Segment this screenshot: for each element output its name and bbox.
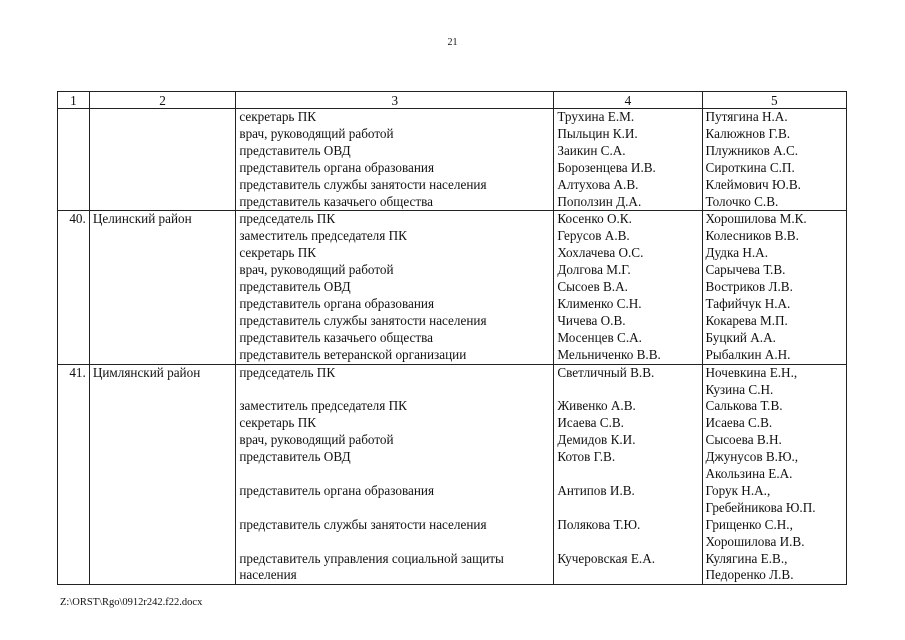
role-line: представитель ОВД [239, 279, 351, 295]
reserve-line: Ночевкина Е.Н., [705, 364, 798, 380]
member-line: Косенко О.К. [557, 211, 632, 227]
role-line: представитель органа образования [239, 159, 435, 175]
reserve-line: Плужников А.С. [705, 142, 799, 158]
member-line: Клименко С.Н. [557, 295, 642, 311]
member-line: Долгова М.Г. [557, 262, 631, 278]
header-col-4: 4 [554, 92, 702, 109]
members-cell [554, 109, 702, 211]
members-cell [554, 211, 702, 364]
role-line: представитель органа образования [239, 295, 435, 311]
reserves-cell [702, 364, 846, 585]
reserves-cell [702, 109, 846, 211]
reserve-line: Гребейникова Ю.П. [705, 499, 816, 515]
reserve-line: Горук Н.А., [705, 482, 771, 498]
reserve-line: Педоренко Л.В. [705, 567, 794, 583]
member-line: Мосенцев С.А. [557, 329, 642, 345]
member-line: Сысоев В.А. [557, 279, 628, 295]
member-line: Поползин Д.А. [557, 193, 642, 209]
member-line: Борозенцева И.В. [557, 159, 656, 175]
member-line: Хохлачева О.С. [557, 245, 644, 261]
role-line: секретарь ПК [239, 245, 317, 261]
reserve-line: Кузина С.Н. [705, 381, 774, 397]
footer-file-path: Z:\ORST\Rgo\0912r242.f22.docx [60, 597, 203, 608]
reserve-line: Буцкий А.А. [705, 329, 776, 345]
member-line: Живенко А.В. [557, 398, 636, 414]
reserve-line: Джунусов В.Ю., [705, 449, 799, 465]
member-line [557, 567, 698, 584]
role-line: представитель службы занятости населения [239, 312, 487, 328]
member-line: Чичева О.В. [557, 312, 626, 328]
member-line: Заикин С.А. [557, 142, 626, 158]
member-line: Светличный В.В. [557, 364, 655, 380]
member-line: Алтухова А.В. [557, 176, 639, 192]
district-name: Целинский район [89, 211, 236, 364]
member-line: Мельниченко В.В. [557, 346, 661, 362]
reserve-line: Клеймович Ю.В. [705, 176, 801, 192]
reserve-line: Толочко С.В. [705, 193, 779, 209]
role-line [239, 500, 550, 517]
roles-cell [236, 364, 554, 585]
role-line: председатель ПК [239, 364, 336, 380]
header-col-1: 1 [58, 92, 90, 109]
member-line [557, 500, 698, 517]
table-row [58, 364, 847, 585]
member-line: Котов Г.В. [557, 449, 616, 465]
reserve-line: Сироткина С.П. [705, 159, 795, 175]
row-number: 41. [58, 364, 90, 585]
role-line: представитель органа образования [239, 482, 435, 498]
header-col-2: 2 [89, 92, 236, 109]
table-row [58, 109, 847, 211]
role-line [239, 534, 550, 551]
member-line: Полякова Т.Ю. [557, 516, 641, 532]
role-line: заместитель председателя ПК [239, 398, 407, 414]
role-line: заместитель председателя ПК [239, 228, 407, 244]
role-line: представитель службы занятости населения [239, 176, 487, 192]
reserve-line: Акользина Е.А. [705, 466, 793, 482]
table-body [58, 109, 847, 585]
reserve-line: Кокарева М.П. [705, 312, 788, 328]
reserve-line: Хорошилова М.К. [705, 211, 807, 227]
reserve-line: Рыбалкин А.Н. [705, 346, 791, 362]
reserve-line: Исаева С.В. [705, 415, 773, 431]
role-line [239, 382, 550, 399]
member-line [557, 534, 698, 551]
role-line: представитель казачьего общества [239, 193, 434, 209]
members-cell [554, 364, 702, 585]
table-row [58, 211, 847, 364]
reserve-line: Путягина Н.А. [705, 109, 788, 124]
header-col-3: 3 [236, 92, 554, 109]
member-line: Трухина Е.М. [557, 109, 635, 124]
reserve-line: Салькова Т.В. [705, 398, 783, 414]
member-line: Пыльцин К.И. [557, 125, 638, 141]
role-line: врач, руководящий работой [239, 262, 394, 278]
member-line [557, 382, 698, 399]
reserve-line: Востриков Л.В. [705, 279, 793, 295]
role-line: представитель ветеранской организации [239, 346, 467, 362]
role-line: врач, руководящий работой [239, 432, 394, 448]
role-line: представитель ОВД [239, 449, 351, 465]
reserve-line: Сысоева В.Н. [705, 432, 782, 448]
role-line: представитель ОВД [239, 142, 351, 158]
header-col-5: 5 [702, 92, 846, 109]
header-row [58, 92, 847, 109]
member-line: Исаева С.В. [557, 415, 624, 431]
page-number: 21 [447, 37, 458, 48]
member-line: Кучеровская Е.А. [557, 550, 656, 566]
reserves-cell [702, 211, 846, 364]
reserve-line: Кулягина Е.В., [705, 550, 788, 566]
role-line: врач, руководящий работой [239, 125, 394, 141]
reserve-line: Дудка Н.А. [705, 245, 768, 261]
reserve-line: Колесников В.В. [705, 228, 799, 244]
commission-table [57, 91, 847, 585]
reserve-line: Тафийчук Н.А. [705, 295, 791, 311]
member-line: Антипов И.В. [557, 482, 635, 498]
member-line: Демидов К.И. [557, 432, 636, 448]
role-line: представитель службы занятости населения [239, 516, 487, 532]
roles-cell [236, 109, 554, 211]
role-line [239, 466, 550, 483]
reserve-line: Хорошилова И.В. [705, 533, 805, 549]
role-line: секретарь ПК [239, 109, 317, 124]
role-line: председатель ПК [239, 211, 336, 227]
role-line: населения [239, 567, 297, 583]
district-name [89, 109, 236, 211]
role-line: секретарь ПК [239, 415, 317, 431]
member-line: Герусов А.В. [557, 228, 630, 244]
roles-cell [236, 211, 554, 364]
row-number: 40. [58, 211, 90, 364]
district-name: Цимлянский район [89, 364, 236, 585]
reserve-line: Калюжнов Г.В. [705, 125, 791, 141]
role-line: представитель казачьего общества [239, 329, 434, 345]
member-line [557, 466, 698, 483]
reserve-line: Грищенко С.Н., [705, 516, 793, 532]
role-line: представитель управления социальной защиты [239, 550, 504, 566]
row-number [58, 109, 90, 211]
reserve-line: Сарычева Т.В. [705, 262, 786, 278]
